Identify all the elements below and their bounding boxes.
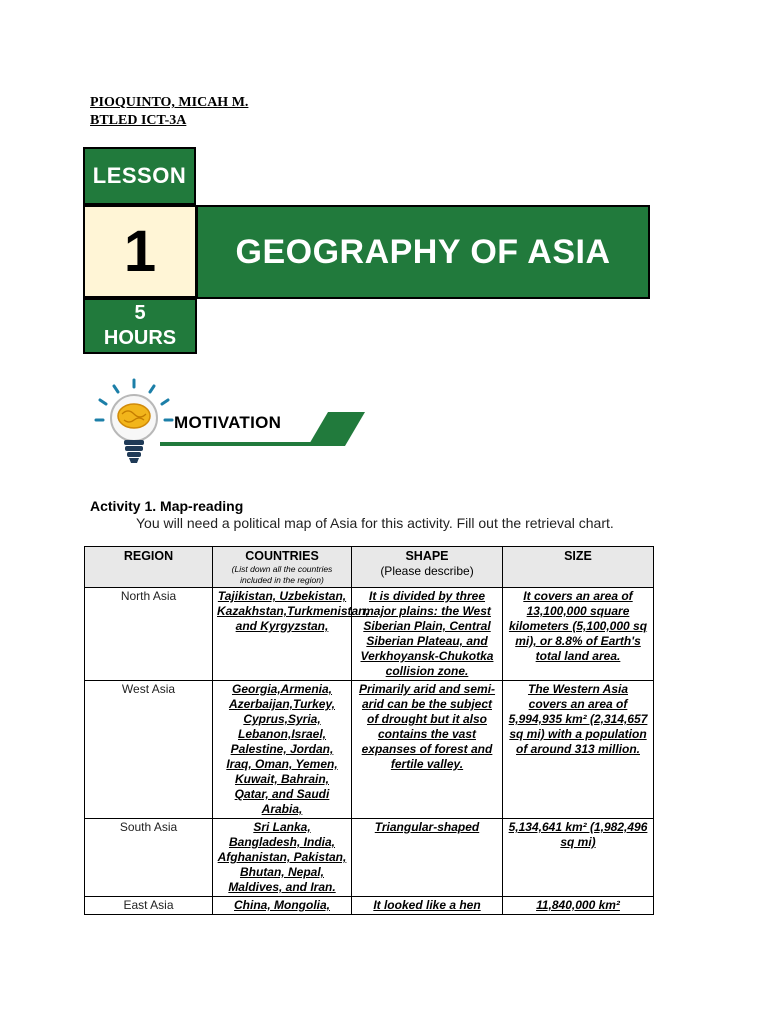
header-size <box>503 547 654 588</box>
size-cell: 11,840,000 km² <box>503 897 654 915</box>
header-countries-note: (List down all the countries included in the region) <box>231 564 333 585</box>
table-row <box>85 588 654 681</box>
table-header-row <box>85 547 654 588</box>
region-cell: West Asia <box>85 681 213 819</box>
table-row <box>85 681 654 819</box>
countries-cell: China, Mongolia, <box>213 897 352 915</box>
countries-cell: Sri Lanka, Bangladesh, India, Afghanistan, Pakistan, Bhutan, Nepal, Maldives, and Iran. <box>213 819 352 897</box>
table-row <box>85 819 654 897</box>
header-shape-label: SHAPE <box>405 549 449 563</box>
size-cell: The Western Asia covers an area of 5,994,935 km² (2,314,657 sq mi) with a population of around 313 million. <box>503 681 654 819</box>
hours-value: 5 <box>134 302 146 324</box>
header-shape-note: (Please describe) <box>380 564 474 578</box>
shape-cell: Triangular-shaped <box>352 819 503 897</box>
lesson-number-box <box>83 205 197 298</box>
motivation-label: MOTIVATION <box>174 413 282 432</box>
header-shape <box>352 547 503 588</box>
size-cell: 5,134,641 km² (1,982,496 sq mi) <box>503 819 654 897</box>
activity-title: Activity 1. Map-reading <box>90 498 244 514</box>
header-size-label: SIZE <box>564 549 592 563</box>
activity-instructions: You will need a political map of Asia for this activity. Fill out the retrieval chart. <box>136 515 614 531</box>
countries-cell: Tajikistan, Uzbekistan, Kazakhstan,Turkmenistan, and Kyrgyzstan, <box>213 588 352 681</box>
shape-cell: It looked like a hen <box>352 897 503 915</box>
region-cell: East Asia <box>85 897 213 915</box>
student-name: PIOQUINTO, MICAH M. <box>90 95 249 110</box>
retrieval-chart <box>84 546 654 915</box>
lesson-number: 1 <box>123 219 157 284</box>
size-cell: It covers an area of 13,100,000 square kilometers (5,100,000 sq mi), or 8.8% of Earth's total land area. <box>503 588 654 681</box>
lesson-title: GEOGRAPHY OF ASIA <box>235 232 611 271</box>
lesson-title-box <box>196 205 650 299</box>
lightbulb-brain-icon <box>94 378 174 468</box>
student-section: BTLED ICT-3A <box>90 113 187 128</box>
hours-label: HOURS <box>103 327 177 349</box>
table-row <box>85 897 654 915</box>
header-countries <box>213 547 352 588</box>
lesson-label-box <box>83 147 196 205</box>
header-region-label: REGION <box>123 549 174 563</box>
header-countries-label: COUNTRIES <box>245 549 319 563</box>
lesson-label: LESSON <box>92 163 187 188</box>
region-cell: South Asia <box>85 819 213 897</box>
shape-cell: It is divided by three major plains: the West Siberian Plain, Central Siberian Plateau, and Verkhoyansk-Chukotka collision zone. <box>352 588 503 681</box>
lesson-hours-box <box>83 298 197 354</box>
countries-cell: Georgia,Armenia, Azerbaijan,Turkey, Cyprus,Syria, Lebanon,Israel, Palestine, Jordan, Iraq, Oman, Yemen, Kuwait, Bahrain, Qatar, and Saudi Arabia, <box>213 681 352 819</box>
region-cell: North Asia <box>85 588 213 681</box>
shape-cell: Primarily arid and semi-arid can be the subject of drought but it also contains the vast expanses of forest and fertile valley. <box>352 681 503 819</box>
header-region <box>85 547 213 588</box>
